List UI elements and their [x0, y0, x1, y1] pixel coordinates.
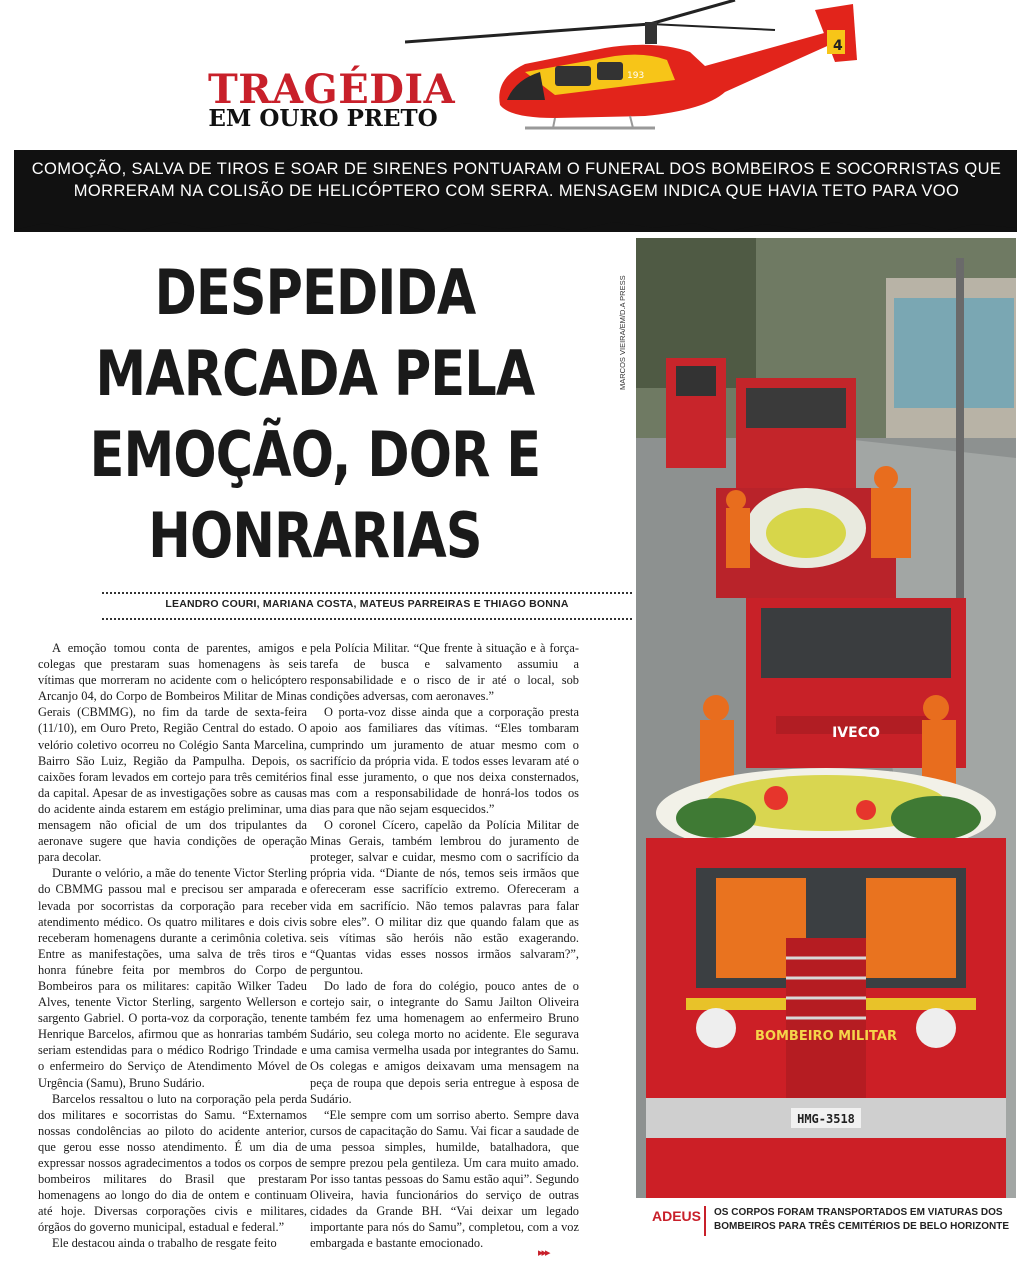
byline-rule-top	[102, 592, 632, 594]
section-kicker-subtitle: EM OURO PRETO	[208, 105, 438, 132]
truck-sign: BOMBEIRO MILITAR	[755, 1029, 897, 1044]
paragraph: O coronel Cícero, capelão da Polícia Militar de Minas Gerais, também lembrou do juramento de proteger, salvar e cuidar, mesmo com o sacrifício da própria vida. “Diante de nós, temos seis irmãos que ofereceram esse sacrifício extremo. Ofereceram a vida em sacrifício. Não temos palavras para falar sobre eles”. O militar diz que quando falam que as seis vítimas são heróis não estão exagerando. “Quantas vidas esses nossos irmãos salvaram?”, perguntou.	[310, 818, 579, 977]
helicopter-illustration	[405, 0, 895, 140]
paragraph: O porta-voz disse ainda que a corporação presta apoio aos familiares das vítimas. “Eles tombaram cumprindo um juramento de atuar mesmo com o sacrifício da própria vida. E todos esses levaram até o final esse juramento, o que nos deixa consternados, mas com a responsabilidade de honrá-los todos os dias para que não sejam esquecidos.”	[310, 705, 579, 816]
photo-credit: MARCOS VIEIRA/EM/D.A PRESS	[618, 275, 627, 390]
paragraph: A emoção tomou conta de parentes, amigos e colegas que prestaram suas homenagens às seis vítimas que morreram no acidente com o helicóptero Arcanjo 04, do Corpo de Bombeiros Militar de Minas Gerais (CBMMG), no fim da tarde de sexta-feira (11/10), em Ouro Preto, Região Central do estado. O velório coletivo ocorreu no Colégio Santa Marcelina, Bairro São Luiz, Região da Pampulha. Depois, os caixões foram levados em cortejo para três cemitérios da capital. Apesar de as investigações sobre as causas do acidente ainda estarem em estágio preliminar, uma mensagem não oficial de um dos tripulantes da aeronave sugere que havia condições de operação para decolar.	[38, 641, 307, 865]
byline-rule-bottom	[102, 618, 632, 620]
byline: LEANDRO COURI, MARIANA COSTA, MATEUS PARREIRAS E THIAGO BONNA	[165, 598, 569, 610]
truck-brand: IVECO	[832, 725, 880, 741]
license-plate: HMG-3518	[797, 1112, 855, 1126]
caption-label: ADEUS	[652, 1208, 702, 1224]
paragraph: “Ele sempre com um sorriso aberto. Sempre dava cursos de capacitação do Samu. Vai ficar a saudade de uma pessoa simples, humilde, batalhadora, que sempre prezou pela gentileza. Um cara muito amado. Por isso tantas pessoas do Samu estão aqui”. Segundo Oliveira, havia funcionários do serviço de outras cidades da Grande BH. “Vai deixar um legado importante para nós do Samu”, completou, com a voz embargada e bastante emocionado.	[310, 1107, 579, 1251]
deck-text: COMOÇÃO, SALVA DE TIROS E SOAR DE SIRENES PONTUARAM O FUNERAL DOS BOMBEIROS E SOCORRISTAS QUE MORRERAM NA COLISÃO DE HELICÓPTERO COM SERRA. MENSAGEM INDICA QUE HAVIA TETO PARA VOO	[31, 160, 1002, 200]
headline: DESPEDIDA MARCADA PELA EMOÇÃO, DOR E HONRARIAS	[89, 256, 541, 572]
paragraph: Do lado de fora do colégio, pouco antes de o cortejo sair, o integrante do Samu Jailton Oliveira também fez uma homenagem ao enfermeiro Bruno Sudário, seu colega morto no acidente. Ele segurava uma camisa vermelha usada por integrantes do Samu. Os colegas e amigos deixavam uma mensagem na peça de roupa que depois seria entregue à esposa de Sudário.	[310, 978, 579, 1106]
article-column-1	[38, 640, 307, 1252]
continues-marker: ▸▸▸	[538, 1246, 549, 1259]
paragraph: Ele destacou ainda o trabalho de resgate feito	[52, 1236, 277, 1251]
caption-text: OS CORPOS FORAM TRANSPORTADOS EM VIATURAS DOS BOMBEIROS PARA TRÊS CEMITÉRIOS DE BELO HORIZONTE	[714, 1207, 1010, 1232]
heli-number: 4	[833, 38, 843, 54]
torn-edge	[14, 214, 1017, 236]
caption-divider	[704, 1206, 706, 1236]
paragraph: Durante o velório, a mãe do tenente Victor Sterling do CBMMG passou mal e precisou ser amparada e levada por socorristas da corporação para receber atendimento médico. Os quatro militares e dois civis receberam homenagens durante a cerimônia coletiva. Entre as manifestações, uma salva de três tiros e honra fúnebre feita por membros do Corpo de Bombeiros para os militares: capitão Wilker Tadeu Alves, tenente Victor Sterling, sargento Wellerson e sargento Gabriel. O porta-voz da corporação, tenente Henrique Barcelos, afirmou que as honrarias também seriam estendidas para o médico Rodrigo Trindade e o enfermeiro do Serviço de Atendimento Móvel de Urgência (Samu), Bruno Sudário.	[38, 866, 307, 1090]
photo-fire-truck-procession	[636, 238, 1016, 1198]
section-kicker: TRAGÉDIA	[208, 66, 456, 113]
paragraph: Barcelos ressaltou o luto na corporação pela perda dos militares e socorristas do Samu. “Externamos nossas condolências ao piloto do acidente anterior, que gerou esse nosso atendimento. É um dia de expressar nossos agradecimentos a todos os corpos de bombeiros militares do Brasil que prestaram homenagens ao longo do dia de ontem e continuam até hoje. Diversas corporações civis e militares, órgãos do governo municipal, estadual e federal.”	[38, 1091, 307, 1235]
heli-code: 193	[627, 71, 645, 81]
paragraph: pela Polícia Militar. “Que frente à situação e à força-tarefa de busca e salvamento assumiu a responsabilidade e o risco de ir até o local, sob condições adversas, com aeronaves.”	[310, 641, 579, 704]
article-column-2	[310, 640, 579, 1252]
